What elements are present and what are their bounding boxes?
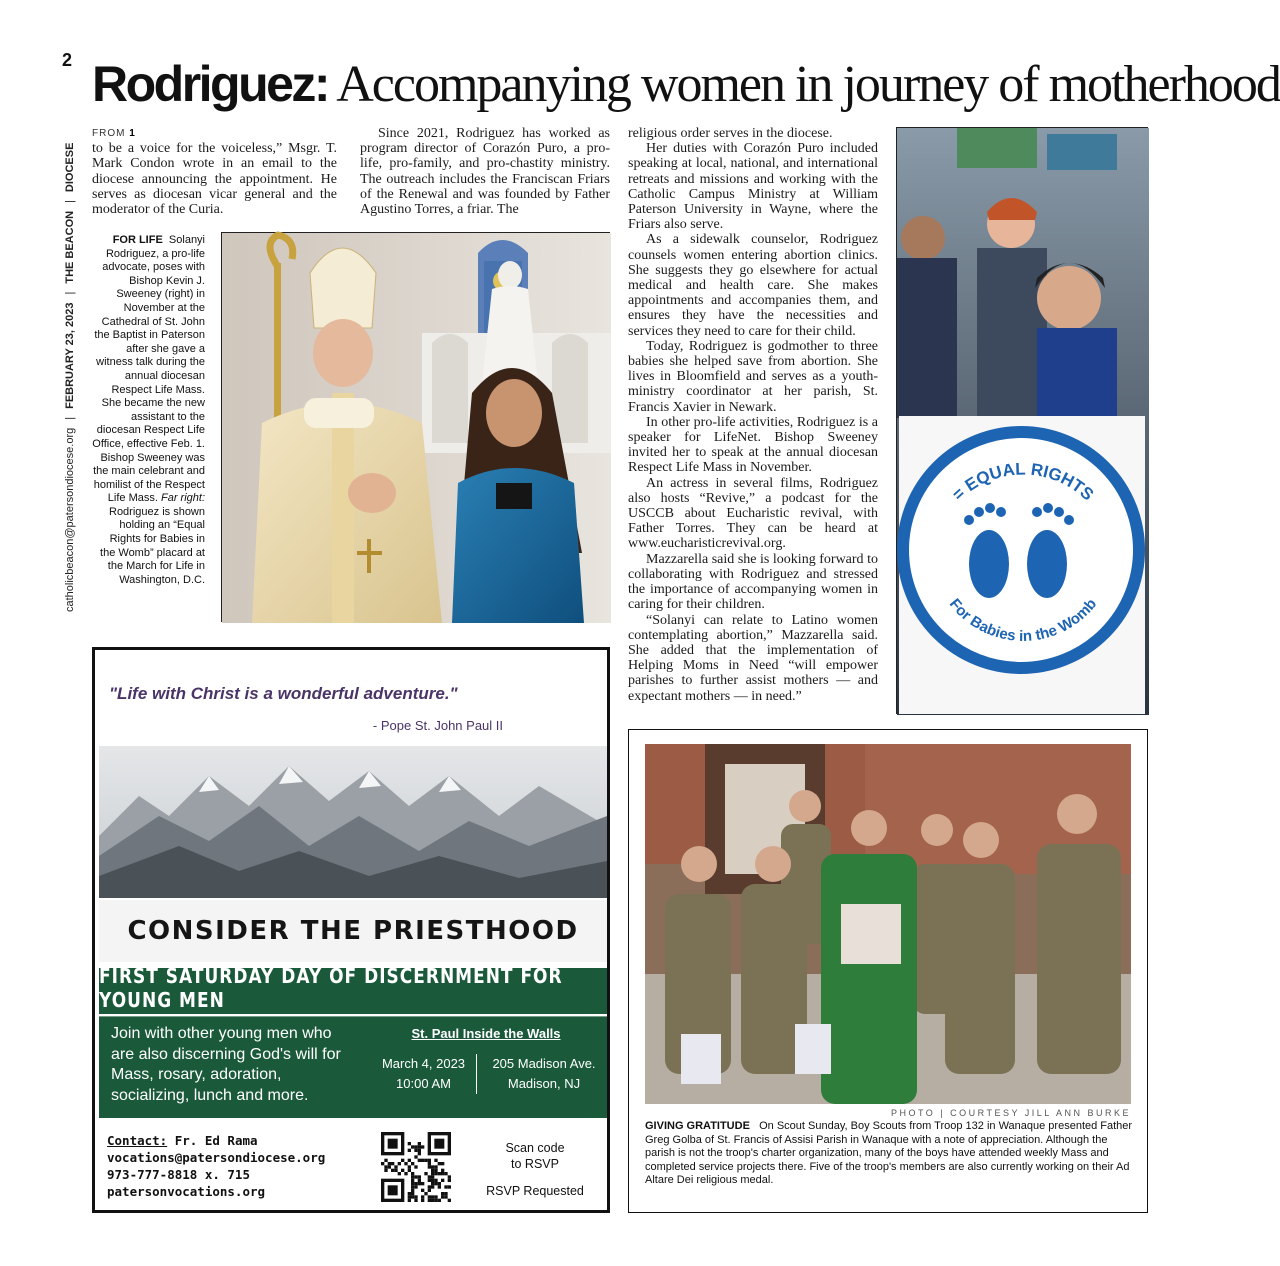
ad-date-time — [371, 1054, 477, 1094]
caption-lead: FOR LIFE — [112, 234, 163, 246]
scouts-caption-text: On Scout Sunday, Boy Scouts from Troop 132 in Wanaque presented Father Greg Golba of St. Francis of Assisi Parish in Wanaque with a note of appreciation. Although the parish is not the troop's charter organization, many of the boys have attended weekly Mass and completed service projects there. Five of the troop's members are also currently working on their Ad Altare Dei religious medal. — [645, 1120, 1133, 1187]
article-column-3 — [628, 126, 878, 704]
caption-far-right-label: Far right: — [160, 492, 205, 505]
ad-address-line2: Madison, NJ — [507, 1076, 581, 1091]
placard-top-text: = EQUAL RIGHTS — [948, 459, 1098, 505]
ad-scan-text: Scan code to RSVP — [505, 1141, 565, 1171]
spine-separator: | — [64, 416, 76, 420]
caption-far-right-text: Rodriguez is shown holding an “Equal Rights for Babies in the Womb” placard at the March for Life in Washington, D.C. — [100, 505, 205, 586]
page-spine — [58, 92, 82, 612]
spine-separator: | — [64, 291, 76, 295]
continued-from: FROM 1 — [92, 128, 136, 139]
ad-venue: St. Paul Inside the Walls — [411, 1026, 561, 1041]
headline-rest: Accompanying women in journey of motherhood — [336, 56, 1280, 113]
caption-text: Solanyi Rodriguez, a pro-life advocate, poses with Bishop Kevin J. Sweeney (right) in November at the Cathedral of St. John the Baptist in Paterson after she gave a witness talk during the annual diocesan Respect Life Mass. She became the new assistant to the diocesan Respect Life Office, effective Feb. 1. Bishop Sweeney was the main celebrant and homilist of the Respect Life Mass. — [92, 234, 205, 505]
ad-contact-name: Fr. Ed Rama — [174, 1133, 258, 1148]
scouts-photo-box — [628, 729, 1148, 1213]
ad-banner: FIRST SATURDAY DAY OF DISCERNMENT FOR YOUNG MEN — [99, 964, 607, 1017]
page-number: 2 — [62, 50, 73, 70]
ad-contact-block — [107, 1132, 325, 1200]
ad-website[interactable]: patersonvocations.org — [107, 1184, 266, 1199]
ad-email[interactable]: vocations@patersondiocese.org — [107, 1150, 326, 1165]
article-paragraph: to be a voice for the voiceless,” Msgr. T. Mark Condon wrote in an email to the diocese announcing the appointment. He serves as diocesan vicar general and the moderator of the Curia. — [92, 141, 337, 218]
article-paragraph: Mazzarella said she is looking forward to collaborating with Rodriguez and stressed the importance of accompanying women in caring for their children. — [628, 551, 878, 613]
page-headline — [92, 52, 1280, 116]
article-paragraph: Her duties with Corazón Puro included speaking at local, national, and international retreats and missions and working with the Catholic Campus Ministry at William Paterson University in Wayne, where the Friars also serve. — [628, 141, 878, 233]
ad-date: March 4, 2023 — [381, 1056, 466, 1071]
vocation-ad — [92, 647, 610, 1213]
bishop-photo — [221, 232, 610, 622]
qr-code-icon[interactable] — [381, 1132, 451, 1202]
ad-time: 10:00 AM — [396, 1076, 451, 1091]
scouts-caption-lead: GIVING GRATITUDE — [645, 1120, 750, 1132]
article-paragraph: In other pro-life activities, Rodriguez is a speaker for LifeNet. Bishop Sweeney invited her to speak at the annual diocesan Respect Life Mass in November. — [628, 414, 878, 476]
article-paragraph: Today, Rodriguez is godmother to three babies she helped save from abortion. She lives in Bloomfield and serves as a youth-ministry coordinator at her parish, St. Francis Xavier in Newark. — [628, 338, 878, 415]
ad-green-panel — [99, 964, 607, 1118]
article-paragraph: Since 2021, Rodriguez has worked as program director of Corazón Puro, a pro-life, pro-family, and pro-chastity ministry. The outreach includes the Franciscan Friars of the Renewal and was founded by Father Agustino Torres, a friar. The — [360, 126, 610, 218]
scouts-caption — [645, 1120, 1133, 1188]
spine-separator: | — [64, 200, 76, 203]
ad-address — [485, 1054, 603, 1094]
ad-headline: CONSIDER THE PRIESTHOOD — [99, 900, 607, 962]
ad-attribution: - Pope St. John Paul II — [372, 718, 503, 733]
ad-address-line1: 205 Madison Ave. — [492, 1056, 596, 1071]
ad-phone: 973-777-8818 x. 715 — [107, 1167, 250, 1182]
mountain-image — [99, 746, 607, 898]
photo-credit: PHOTO | COURTESY JILL ANN BURKE — [890, 1108, 1131, 1118]
placard-bottom-text: For Babies in the Womb — [945, 595, 1101, 646]
article-paragraph: religious order serves in the diocese. — [628, 126, 833, 141]
article-paragraph: An actress in several films, Rodriguez also hosts “Revive,” a podcast for the USCCB about Eucharistic revival, with Father Torres. They can be heard at www.eucharisticrevival.org. — [628, 475, 878, 552]
scouts-photo — [645, 744, 1131, 1104]
ad-quote: "Life with Christ is a wonderful adventure." — [109, 684, 458, 703]
spine-website: catholicbeacon@patersondiocese.org — [64, 427, 76, 612]
photo-caption — [92, 234, 205, 587]
spine-date: FEBRUARY 23, 2023 — [64, 302, 76, 409]
spine-publication: THE BEACON — [64, 210, 76, 284]
headline-name: Rodriguez: — [92, 56, 329, 112]
ad-join-text: Join with other young men who are also discerning God's will for Mass, rosary, adoration, socializing, lunch and more. — [111, 1025, 341, 1104]
march-for-life-photo — [896, 127, 1148, 714]
article-paragraph: As a sidewalk counselor, Rodriguez counsels women entering abortion clinics. She suggests they go elsewhere for actual medical and health care. She makes appointments and accompanies them, and ensures they have the necessities and services they need to care for their child. — [628, 232, 878, 339]
article-column-2 — [360, 126, 610, 217]
article-column-1 — [92, 126, 337, 217]
article-paragraph: “Solanyi can relate to Latino women contemplating abortion,” Mazzarella said. She added that the implementation of Helping Moms in Need “will empower parishes to further assist mothers — and expectant mothers — in need.” — [628, 612, 878, 704]
spine-section: DIOCESE — [64, 142, 76, 193]
ad-rsvp: RSVP Requested — [486, 1184, 584, 1198]
ad-contact-label: Contact: — [107, 1133, 168, 1148]
